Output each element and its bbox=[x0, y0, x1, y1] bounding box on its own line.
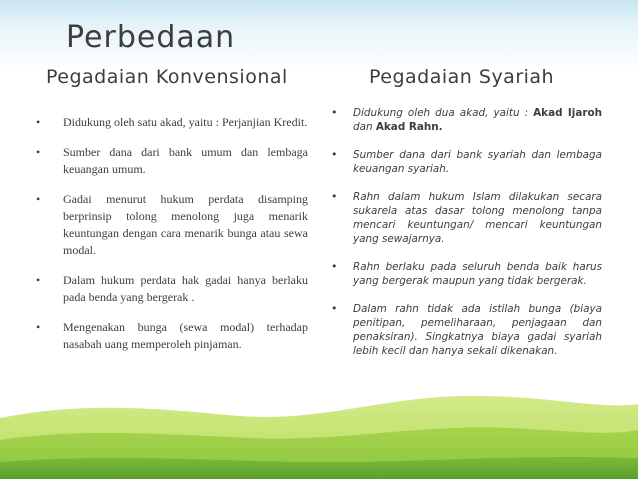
bullet-icon: • bbox=[36, 273, 41, 287]
left-column-heading: Pegadaian Konvensional bbox=[46, 66, 288, 88]
list-item bbox=[36, 144, 308, 178]
bullet-icon: • bbox=[36, 145, 41, 159]
right-bullet-list bbox=[331, 106, 602, 372]
akad-ijaroh-term: Akad Ijaroh bbox=[533, 107, 603, 119]
bullet-icon: • bbox=[331, 148, 338, 161]
grass-decoration bbox=[0, 370, 638, 479]
list-item bbox=[331, 302, 602, 358]
list-item-text-part: Didukung oleh dua akad, yaitu : bbox=[353, 107, 534, 119]
bullet-icon: • bbox=[331, 302, 338, 315]
bullet-icon: • bbox=[331, 260, 338, 273]
list-item bbox=[331, 106, 602, 134]
left-bullet-list bbox=[36, 114, 308, 366]
list-item-text: Rahn berlaku pada seluruh benda baik harus yang bergerak maupun yang tidak bergerak. bbox=[353, 261, 602, 287]
bullet-icon: • bbox=[36, 320, 41, 334]
list-item bbox=[331, 190, 602, 246]
list-item-text: Mengenakan bunga (sewa modal) terhadap nasabah uang memperoleh pinjaman. bbox=[63, 320, 308, 351]
list-item bbox=[331, 148, 602, 176]
list-item bbox=[36, 114, 308, 131]
bullet-icon: • bbox=[36, 192, 41, 206]
right-column-heading: Pegadaian Syariah bbox=[369, 66, 555, 88]
list-item-text bbox=[353, 107, 602, 133]
akad-rahn-term: Akad Rahn. bbox=[375, 121, 443, 133]
list-item-text: Sumber dana dari bank syariah dan lembaga keuangan syariah. bbox=[353, 149, 602, 175]
list-item-text: Rahn dalam hukum Islam dilakukan secara sukarela atas dasar tolong menolong tanpa mencari keuntungan/ mencari keuntungan yang sewajarnya. bbox=[353, 191, 602, 245]
list-item-text: Gadai menurut hukum perdata disamping berprinsip tolong menolong juga menarik keuntungan dengan cara menarik bunga atau sewa modal. bbox=[63, 192, 308, 257]
list-item bbox=[331, 260, 602, 288]
list-item-text: Dalam rahn tidak ada istilah bunga (biaya penitipan, pemeliharaan, penjagaan dan penaksiran). Singkatnya biaya gadai syariah lebih kecil dan hanya sekali dikenakan. bbox=[353, 303, 602, 357]
bullet-icon: • bbox=[331, 106, 338, 119]
list-item-text: Didukung oleh satu akad, yaitu : Perjanjian Kredit. bbox=[63, 115, 308, 129]
list-item bbox=[36, 191, 308, 259]
list-item-text: Dalam hukum perdata hak gadai hanya berlaku pada benda yang bergerak . bbox=[63, 273, 308, 304]
bullet-icon: • bbox=[36, 115, 41, 129]
list-item-text-part: dan bbox=[353, 121, 376, 133]
list-item bbox=[36, 319, 308, 353]
bullet-icon: • bbox=[331, 190, 338, 203]
slide-title: Perbedaan bbox=[66, 20, 236, 55]
list-item-text: Sumber dana dari bank umum dan lembaga keuangan umum. bbox=[63, 145, 308, 176]
list-item bbox=[36, 272, 308, 306]
